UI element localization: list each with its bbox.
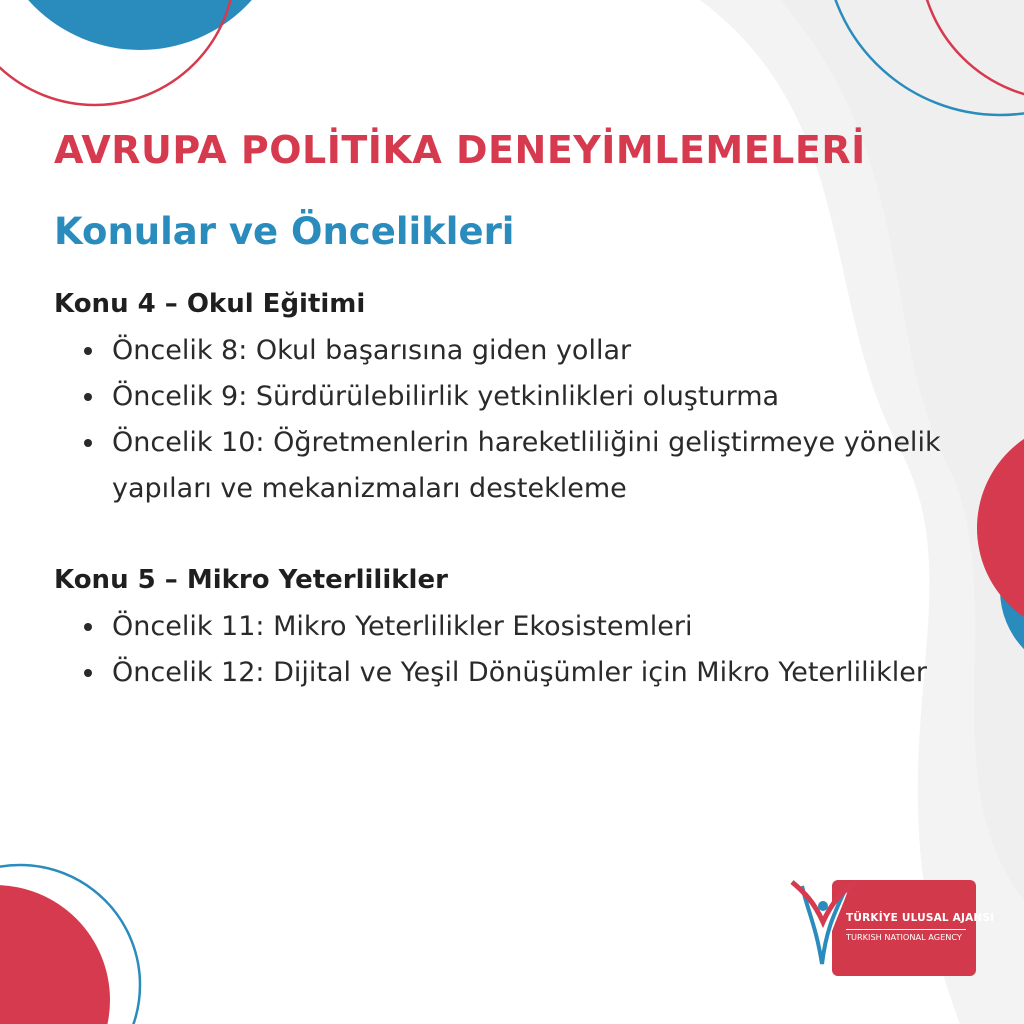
bullet-icon (84, 623, 92, 631)
tulip-emblem-icon (790, 876, 860, 976)
priority-text: Öncelik 10: Öğretmenlerin hareketliliğini geliştirmeye yönelik yapıları ve mekanizmaları destekleme (112, 427, 941, 504)
priority-text: Öncelik 8: Okul başarısına giden yollar (112, 335, 632, 366)
bullet-icon (84, 669, 92, 677)
agency-logo (790, 876, 995, 976)
bullet-icon (84, 393, 92, 401)
list-item (54, 374, 952, 420)
priority-text: Öncelik 12: Dijital ve Yeşil Dönüşümler için Mikro Yeterlilikler (112, 657, 927, 688)
priority-text: Öncelik 9: Sürdürülebilirlik yetkinlikleri oluşturma (112, 381, 780, 412)
logo-name-en: TURKISH NATIONAL AGENCY (846, 932, 962, 942)
list-item (54, 328, 952, 374)
priority-list (54, 604, 974, 696)
main-title: AVRUPA POLİTİKA DENEYİMLEMELERİ (54, 128, 866, 172)
logo-name: TÜRKİYE ULUSAL AJANSI (846, 912, 995, 924)
bullet-icon (84, 347, 92, 355)
priority-text: Öncelik 11: Mikro Yeterlilikler Ekosistemleri (112, 611, 693, 642)
list-item (54, 650, 952, 696)
topic-section-4 (54, 284, 974, 512)
topic-section-5 (54, 560, 974, 696)
subtitle: Konular ve Öncelikleri (54, 210, 515, 253)
logo-divider (846, 929, 966, 930)
section-heading: Konu 4 – Okul Eğitimi (54, 289, 366, 319)
priority-list (54, 328, 974, 512)
list-item (54, 604, 952, 650)
list-item (54, 420, 952, 512)
section-heading: Konu 5 – Mikro Yeterlilikler (54, 565, 448, 595)
bullet-icon (84, 439, 92, 447)
